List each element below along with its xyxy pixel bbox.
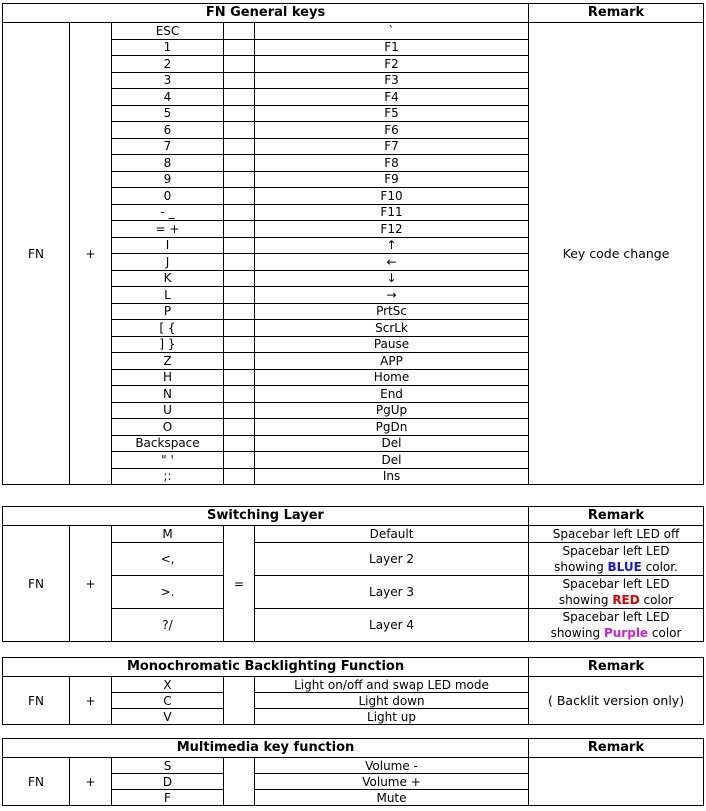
fn-key-cell: FN	[3, 677, 70, 725]
result-cell: F12	[255, 221, 529, 238]
result-cell: Layer 3	[255, 576, 529, 609]
key-cell: ESC	[112, 23, 224, 40]
remark-color-suffix: color	[651, 626, 682, 640]
key-cell: 2	[112, 56, 224, 73]
spacer-cell	[224, 237, 255, 254]
result-cell: F9	[255, 171, 529, 188]
result-cell: Pause	[255, 336, 529, 353]
spacer-cell	[224, 386, 255, 403]
spacer-cell	[224, 72, 255, 89]
result-cell: F1	[255, 39, 529, 56]
result-cell: PgUp	[255, 402, 529, 419]
key-cell: 9	[112, 171, 224, 188]
key-cell: O	[112, 419, 224, 436]
table-row	[3, 677, 704, 693]
plus-cell: +	[70, 23, 112, 485]
fn-key-cell: FN	[3, 758, 70, 806]
switching-layer-table	[2, 506, 704, 642]
spacer-cell	[224, 221, 255, 238]
key-cell: P	[112, 303, 224, 320]
backlight-title: Monochromatic Backlighting Function	[3, 658, 529, 677]
result-cell: Volume -	[255, 758, 529, 774]
multimedia-title: Multimedia key function	[3, 739, 529, 758]
equals-cell: =	[224, 526, 255, 642]
result-cell: Del	[255, 452, 529, 469]
key-cell: J	[112, 254, 224, 271]
key-cell: M	[112, 526, 224, 543]
spacer-cell	[224, 758, 255, 806]
remark-cell	[529, 609, 704, 642]
key-cell: 0	[112, 188, 224, 205]
backlight-table	[2, 657, 704, 725]
result-cell: F2	[255, 56, 529, 73]
spacer-cell	[224, 188, 255, 205]
plus-cell: +	[70, 758, 112, 806]
remark-line-a: Spacebar left LED	[562, 610, 670, 624]
result-cell: F6	[255, 122, 529, 139]
fn-general-keys-table	[2, 3, 704, 485]
key-cell: ;:	[112, 468, 224, 485]
key-cell: I	[112, 237, 224, 254]
backlight-body	[3, 677, 704, 725]
result-cell: Layer 4	[255, 609, 529, 642]
spacer-cell	[224, 452, 255, 469]
result-cell: Layer 2	[255, 543, 529, 576]
spacer-cell	[224, 39, 255, 56]
remark-color-word: RED	[612, 593, 640, 607]
result-cell: PrtSc	[255, 303, 529, 320]
remark-cell	[529, 576, 704, 609]
spacer-cell	[224, 138, 255, 155]
spacer-cell	[224, 23, 255, 40]
key-cell: U	[112, 402, 224, 419]
result-cell: End	[255, 386, 529, 403]
key-cell: " '	[112, 452, 224, 469]
result-cell: F3	[255, 72, 529, 89]
result-cell: Home	[255, 369, 529, 386]
result-cell: Default	[255, 526, 529, 543]
spacer-cell	[224, 254, 255, 271]
spacer-cell	[224, 270, 255, 287]
result-cell: F5	[255, 105, 529, 122]
spacer-cell	[224, 287, 255, 304]
key-cell: 4	[112, 89, 224, 106]
key-cell: Backspace	[112, 435, 224, 452]
spacer-cell	[224, 56, 255, 73]
plus-cell: +	[70, 526, 112, 642]
remark-cell: ( Backlit version only)	[529, 677, 704, 725]
multimedia-remark-header: Remark	[529, 739, 704, 758]
result-cell: Volume +	[255, 774, 529, 790]
spacer-cell	[224, 435, 255, 452]
key-cell: H	[112, 369, 224, 386]
key-cell: ] }	[112, 336, 224, 353]
spacer-cell	[224, 320, 255, 337]
spacer-cell	[224, 336, 255, 353]
spacer-cell	[224, 204, 255, 221]
remark-color-word: BLUE	[607, 560, 642, 574]
spacer-cell	[224, 303, 255, 320]
result-cell: `	[255, 23, 529, 40]
result-cell: F10	[255, 188, 529, 205]
key-cell: S	[112, 758, 224, 774]
result-cell: Light down	[255, 693, 529, 709]
remark-showing: showing	[550, 626, 601, 640]
remark-cell	[529, 526, 704, 543]
key-cell: 6	[112, 122, 224, 139]
layer-title: Switching Layer	[3, 507, 529, 526]
result-cell: APP	[255, 353, 529, 370]
table-row	[3, 758, 704, 774]
multimedia-table	[2, 738, 704, 806]
remark-line-a: Spacebar left LED off	[552, 527, 680, 541]
key-cell: 5	[112, 105, 224, 122]
key-cell: 8	[112, 155, 224, 172]
remark-line-a: Spacebar left LED	[562, 544, 670, 558]
plus-cell: +	[70, 677, 112, 725]
remark-line-a: Spacebar left LED	[562, 577, 670, 591]
key-cell: N	[112, 386, 224, 403]
result-cell: →	[255, 287, 529, 304]
fn-key-cell: FN	[3, 23, 70, 485]
spacer-cell	[224, 105, 255, 122]
result-cell: F4	[255, 89, 529, 106]
remark-showing: showing	[554, 560, 604, 574]
table-row	[3, 526, 704, 543]
general-body	[3, 23, 704, 485]
key-cell: F	[112, 790, 224, 806]
key-cell: 1	[112, 39, 224, 56]
result-cell: PgDn	[255, 419, 529, 436]
backlight-remark-header: Remark	[529, 658, 704, 677]
key-cell: 7	[112, 138, 224, 155]
spacer-cell	[224, 419, 255, 436]
spacer-cell	[224, 677, 255, 725]
spacer-cell	[224, 89, 255, 106]
key-cell: D	[112, 774, 224, 790]
key-cell: 3	[112, 72, 224, 89]
key-cell: K	[112, 270, 224, 287]
result-cell: Del	[255, 435, 529, 452]
key-cell: = +	[112, 221, 224, 238]
layer-body	[3, 526, 704, 642]
fn-key-cell: FN	[3, 526, 70, 642]
spacer-cell	[224, 402, 255, 419]
key-cell: ?/	[112, 609, 224, 642]
result-cell: Light up	[255, 709, 529, 725]
spacer-cell	[224, 369, 255, 386]
result-cell: F7	[255, 138, 529, 155]
key-cell: [ {	[112, 320, 224, 337]
key-cell: - _	[112, 204, 224, 221]
remark-cell	[529, 758, 704, 806]
key-cell: L	[112, 287, 224, 304]
result-cell: ScrLk	[255, 320, 529, 337]
key-cell: Z	[112, 353, 224, 370]
remark-cell	[529, 543, 704, 576]
result-cell: Light on/off and swap LED mode	[255, 677, 529, 693]
general-remark-header: Remark	[529, 4, 704, 23]
remark-color-suffix: color.	[645, 560, 678, 574]
table-row	[3, 23, 704, 40]
spacer-cell	[224, 171, 255, 188]
key-cell: >.	[112, 576, 224, 609]
general-title: FN General keys	[3, 4, 529, 23]
layer-remark-header: Remark	[529, 507, 704, 526]
result-cell: ↓	[255, 270, 529, 287]
result-cell: Ins	[255, 468, 529, 485]
result-cell: Mute	[255, 790, 529, 806]
spacer-cell	[224, 122, 255, 139]
spacer-cell	[224, 353, 255, 370]
spacer-cell	[224, 468, 255, 485]
result-cell: F11	[255, 204, 529, 221]
result-cell: F8	[255, 155, 529, 172]
remark-color-word: Purple	[603, 626, 649, 640]
remark-cell: Key code change	[529, 23, 704, 485]
key-cell: C	[112, 693, 224, 709]
remark-showing: showing	[558, 593, 609, 607]
multimedia-body	[3, 758, 704, 806]
remark-color-suffix: color	[643, 593, 674, 607]
key-cell: <,	[112, 543, 224, 576]
result-cell: ↑	[255, 237, 529, 254]
result-cell: ←	[255, 254, 529, 271]
key-cell: X	[112, 677, 224, 693]
key-cell: V	[112, 709, 224, 725]
spacer-cell	[224, 155, 255, 172]
